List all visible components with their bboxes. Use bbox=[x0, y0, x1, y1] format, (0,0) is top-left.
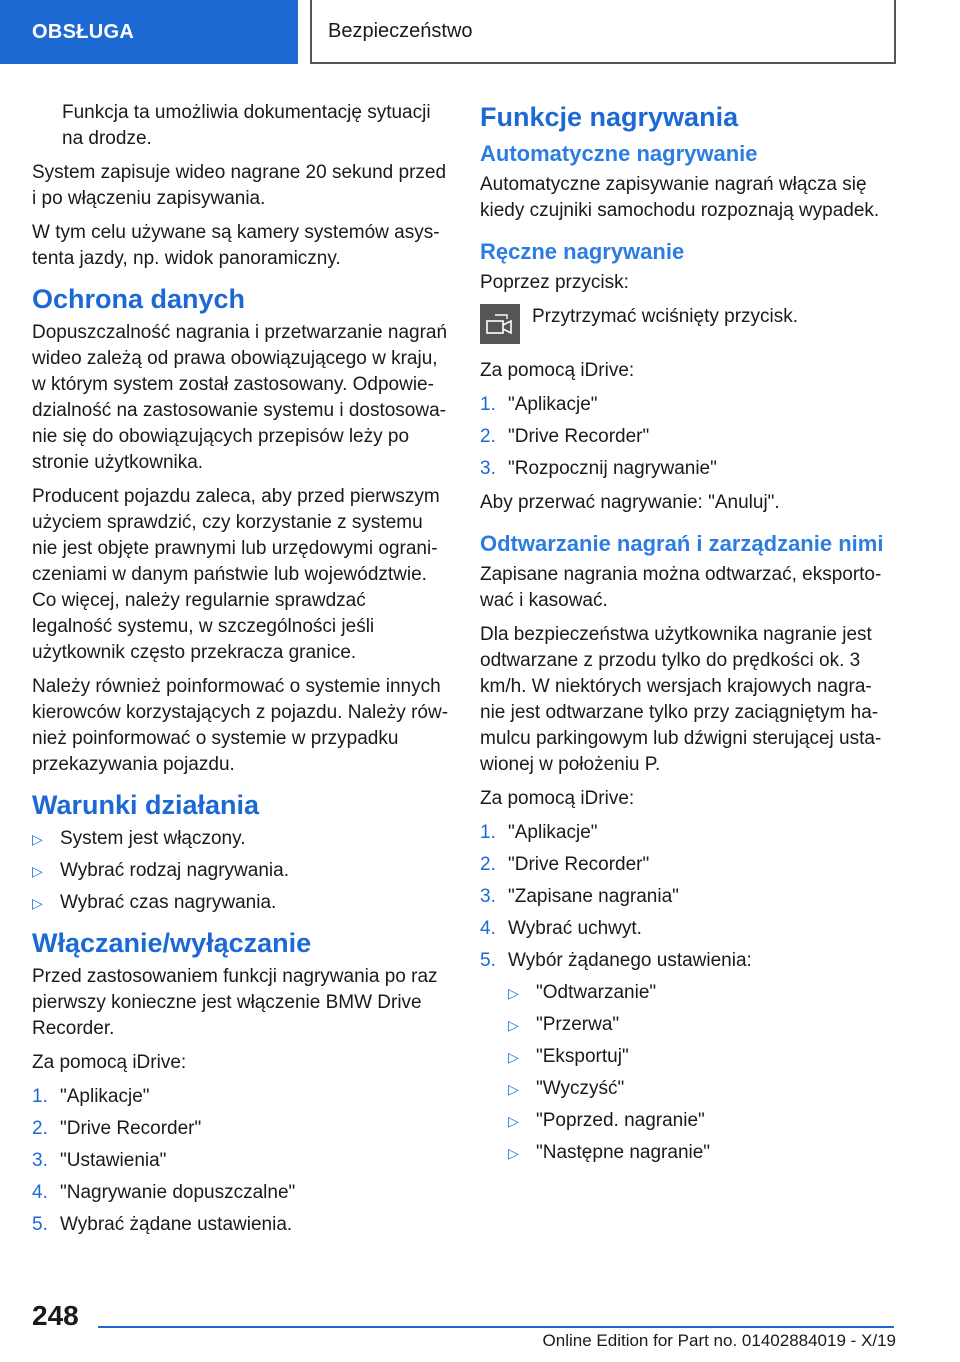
triangle-bullet-icon: ▷ bbox=[508, 1113, 519, 1129]
paragraph: Dla bezpieczeństwa użytkownika nagranie jest odtwarzane z przodu tylko do prędkości ok. 3 km/h. W niektórych wersjach krajowych nagra- nie jest odtwarzane tylko przy zaciągniętym ha- mulcu parkingowym lub dźwigni sterującej usta- wionej w położeniu P. bbox=[480, 624, 882, 775]
conditions-list bbox=[32, 826, 450, 916]
list-item: 5. Wybór żądanego ustawienia: ▷ "Odtwarzanie" ▷ "Przerwa" ▷ "Eksportuj" ▷ "Wyczyść" ▷ "Poprzed. nagranie" ▷ "Następne nagranie" bbox=[480, 948, 892, 1166]
section-tab: OBSŁUGA bbox=[0, 0, 298, 64]
paragraph: Za pomocą iDrive: bbox=[480, 788, 635, 809]
paragraph: Aby przerwać nagrywanie: "Anuluj". bbox=[480, 492, 780, 513]
list-item: 3. "Rozpocznij nagrywanie" bbox=[480, 458, 717, 479]
triangle-bullet-icon: ▷ bbox=[32, 863, 43, 879]
steps-list bbox=[32, 1084, 450, 1238]
triangle-bullet-icon: ▷ bbox=[508, 1081, 519, 1097]
heading-functions: Funkcje nagrywania bbox=[480, 102, 739, 132]
triangle-bullet-icon: ▷ bbox=[32, 895, 43, 911]
list-item: ▷ "Wyczyść" bbox=[508, 1076, 892, 1102]
paragraph: System zapisuje wideo nagrane 20 sekund przed i po włączeniu zapisywania. bbox=[32, 162, 447, 209]
list-item: ▷ "Eksportuj" bbox=[508, 1044, 892, 1070]
steps-list bbox=[480, 820, 892, 1166]
chapter-title: Bezpieczeństwo bbox=[310, 0, 896, 64]
list-item: 1. "Aplikacje" bbox=[480, 822, 598, 843]
camera-record-button-icon bbox=[480, 304, 520, 344]
list-item: 3. "Zapisane nagrania" bbox=[480, 886, 679, 907]
list-item: 2. "Drive Recorder" bbox=[480, 854, 650, 875]
heading-on-off: Włączanie/wyłączanie bbox=[32, 928, 312, 958]
triangle-bullet-icon: ▷ bbox=[32, 831, 43, 847]
subheading-auto: Automatyczne nagrywanie bbox=[480, 141, 758, 166]
list-item: 1. "Aplikacje" bbox=[480, 394, 598, 415]
list-item: 1. "Aplikacje" bbox=[32, 1086, 150, 1107]
list-item: 4. Wybrać uchwyt. bbox=[480, 918, 642, 939]
list-item: 2. "Drive Recorder" bbox=[480, 426, 650, 447]
list-item: ▷ "Odtwarzanie" bbox=[508, 980, 892, 1006]
triangle-bullet-icon: ▷ bbox=[508, 1145, 519, 1161]
left-column bbox=[32, 100, 450, 1246]
paragraph: Zapisane nagrania można odtwarzać, eksporto- wać i kasować. bbox=[480, 564, 882, 611]
paragraph: Przed zastosowaniem funkcji nagrywania po raz pierwszy konieczne jest włączenie BMW Drive Recorder. bbox=[32, 966, 438, 1039]
subheading-manual: Ręczne nagrywanie bbox=[480, 239, 685, 264]
list-item: ▷ System jest włączony. bbox=[32, 826, 450, 852]
triangle-bullet-icon: ▷ bbox=[508, 985, 519, 1001]
triangle-bullet-icon: ▷ bbox=[508, 1049, 519, 1065]
list-item: 4. "Nagrywanie dopuszczalne" bbox=[32, 1182, 296, 1203]
list-item: ▷ "Następne nagranie" bbox=[508, 1140, 892, 1166]
triangle-bullet-icon: ▷ bbox=[508, 1017, 519, 1033]
steps-list bbox=[480, 392, 892, 482]
sub-options-list bbox=[508, 980, 892, 1166]
page-number: 248 bbox=[32, 1300, 79, 1331]
list-item: ▷ "Przerwa" bbox=[508, 1012, 892, 1038]
list-item: 2. "Drive Recorder" bbox=[32, 1118, 202, 1139]
list-item: ▷ "Poprzed. nagranie" bbox=[508, 1108, 892, 1134]
subheading-playback: Odtwarzanie nagrań i zarządzanie nimi bbox=[480, 531, 884, 556]
paragraph: Należy również poinformować o systemie innych kierowców korzystających z pojazdu. Należy rów- nież poinformować o systemie w przypadku przekazywania pojazdu. bbox=[32, 676, 449, 775]
paragraph: Za pomocą iDrive: bbox=[480, 360, 635, 381]
intro-paragraph: Funkcja ta umożliwia dokumentację sytuacji na drodze. bbox=[62, 102, 431, 149]
heading-privacy: Ochrona danych bbox=[32, 284, 246, 314]
list-item: ▷ Wybrać czas nagrywania. bbox=[32, 890, 450, 916]
list-item: 3. "Ustawienia" bbox=[32, 1150, 167, 1171]
list-item: 5. Wybrać żądane ustawienia. bbox=[32, 1214, 293, 1235]
paragraph: Automatyczne zapisywanie nagrań włącza się kiedy czujniki samochodu rozpoznają wypadek. bbox=[480, 174, 880, 221]
paragraph: Producent pojazdu zaleca, aby przed pierwszym użyciem sprawdzić, czy korzystanie z systemu nie jest objęte prawnymi lub urzędowymi ograni- czeniami w danym państwie lub województwie. Co więcej, należy regularnie sprawdzać legalność systemu, w szczególności jeśli użytkownik często przekracza granice. bbox=[32, 486, 440, 663]
right-column bbox=[480, 100, 892, 1174]
paragraph: Poprzez przycisk: bbox=[480, 272, 629, 293]
list-item: ▷ Wybrać rodzaj nagrywania. bbox=[32, 858, 450, 884]
edition-info: Online Edition for Part no. 01402884019 - X/19 bbox=[542, 1331, 896, 1350]
button-instruction bbox=[480, 304, 892, 344]
paragraph: Za pomocą iDrive: bbox=[32, 1052, 187, 1073]
footer-divider bbox=[98, 1326, 894, 1328]
paragraph: W tym celu używane są kamery systemów asys- tenta jazdy, np. widok panoramiczny. bbox=[32, 222, 440, 269]
paragraph: Dopuszczalność nagrania i przetwarzanie nagrań wideo zależą od prawa obowiązującego w kraju, w którym system został zastosowany. Odpowie- dzialność na zastosowanie systemu i dostosowa- nie się do obowiązujących przepisów leży po stronie użytkownika. bbox=[32, 322, 448, 473]
heading-conditions: Warunki działania bbox=[32, 790, 260, 820]
button-instruction-text: Przytrzymać wciśnięty przycisk. bbox=[532, 306, 799, 327]
